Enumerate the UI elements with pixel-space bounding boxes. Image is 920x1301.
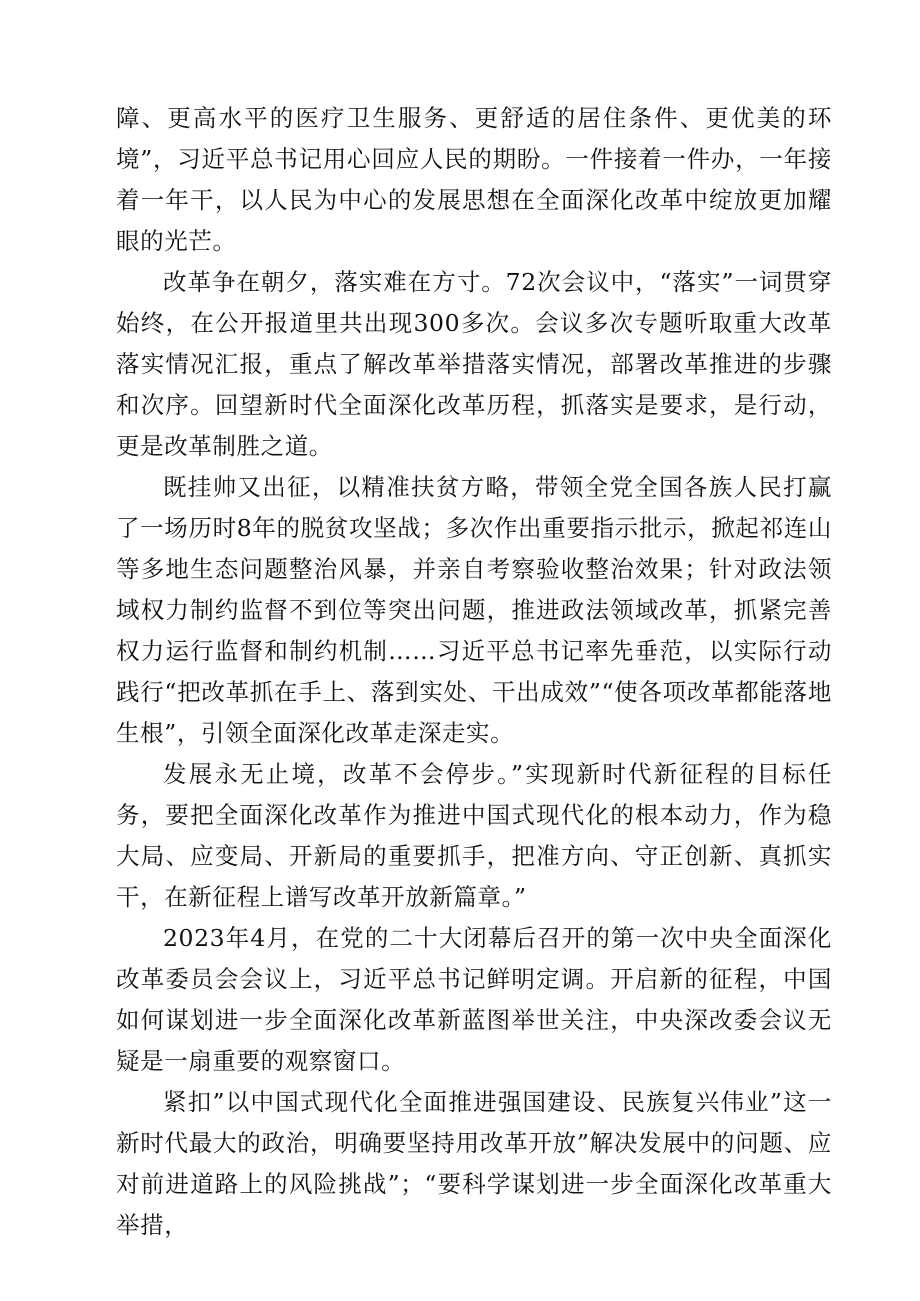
paragraph-reform-implementation: 改革争在朝夕，落实难在方寸。72次会议中，“落实”一词贯穿始终，在公开报道里共出现300多次。会议多次专题听取重大改革落实情况汇报，重点了解改革举措落实情况，部署改革推进的步骤和次序。回望新时代全面深化改革历程，抓落实是要求，是行动，更是改革制胜之道。 (116, 268, 832, 460)
paragraph-chinese-modernization: 紧扣”以中国式现代化全面推进强国建设、民族复兴伟业”这一新时代最大的政治，明确要坚持用改革开放”解决发展中的问题、应对前进道路上的风险挑战”；“要科学谋划进一步全面深化改革重大举措， (116, 1088, 832, 1239)
paragraph-continuation: 障、更高水平的医疗卫生服务、更舒适的居住条件、更优美的环境”，习近平总书记用心回应人民的期盼。一件接着一件办，一年接着一年干，以人民为中心的发展思想在全面深化改革中绽放更加耀眼的光芒。 (116, 104, 832, 255)
paragraph-april-2023-meeting: 2023年4月，在党的二十大闭幕后召开的第一次中央全面深化改革委员会会议上，习近平总书记鲜明定调。开启新的征程，中国如何谋划进一步全面深化改革新蓝图举世关注，中央深改委会议无疑是一扇重要的观察窗口。 (116, 924, 832, 1075)
document-body (116, 98, 832, 1246)
paragraph-reform-never-stops: 发展永无止境，改革不会停步。”实现新时代新征程的目标任务，要把全面深化改革作为推进中国式现代化的根本动力，作为稳大局、应变局、开新局的重要抓手，把准方向、守正创新、真抓实干，在新征程上谱写改革开放新篇章。” (116, 760, 832, 911)
paragraph-leading-by-example: 既挂帅又出征，以精准扶贫方略，带领全党全国各族人民打赢了一场历时8年的脱贫攻坚战；多次作出重要指示批示，掀起祁连山等多地生态问题整治风暴，并亲自考察验收整治效果；针对政法领域权力制约监督不到位等突出问题，推进政法领域改革，抓紧完善权力运行监督和制约机制……习近平总书记率先垂范，以实际行动践行“把改革抓在手上、落到实处、干出成效”“使各项改革都能落地生根”，引领全面深化改革走深走实。 (116, 473, 832, 747)
